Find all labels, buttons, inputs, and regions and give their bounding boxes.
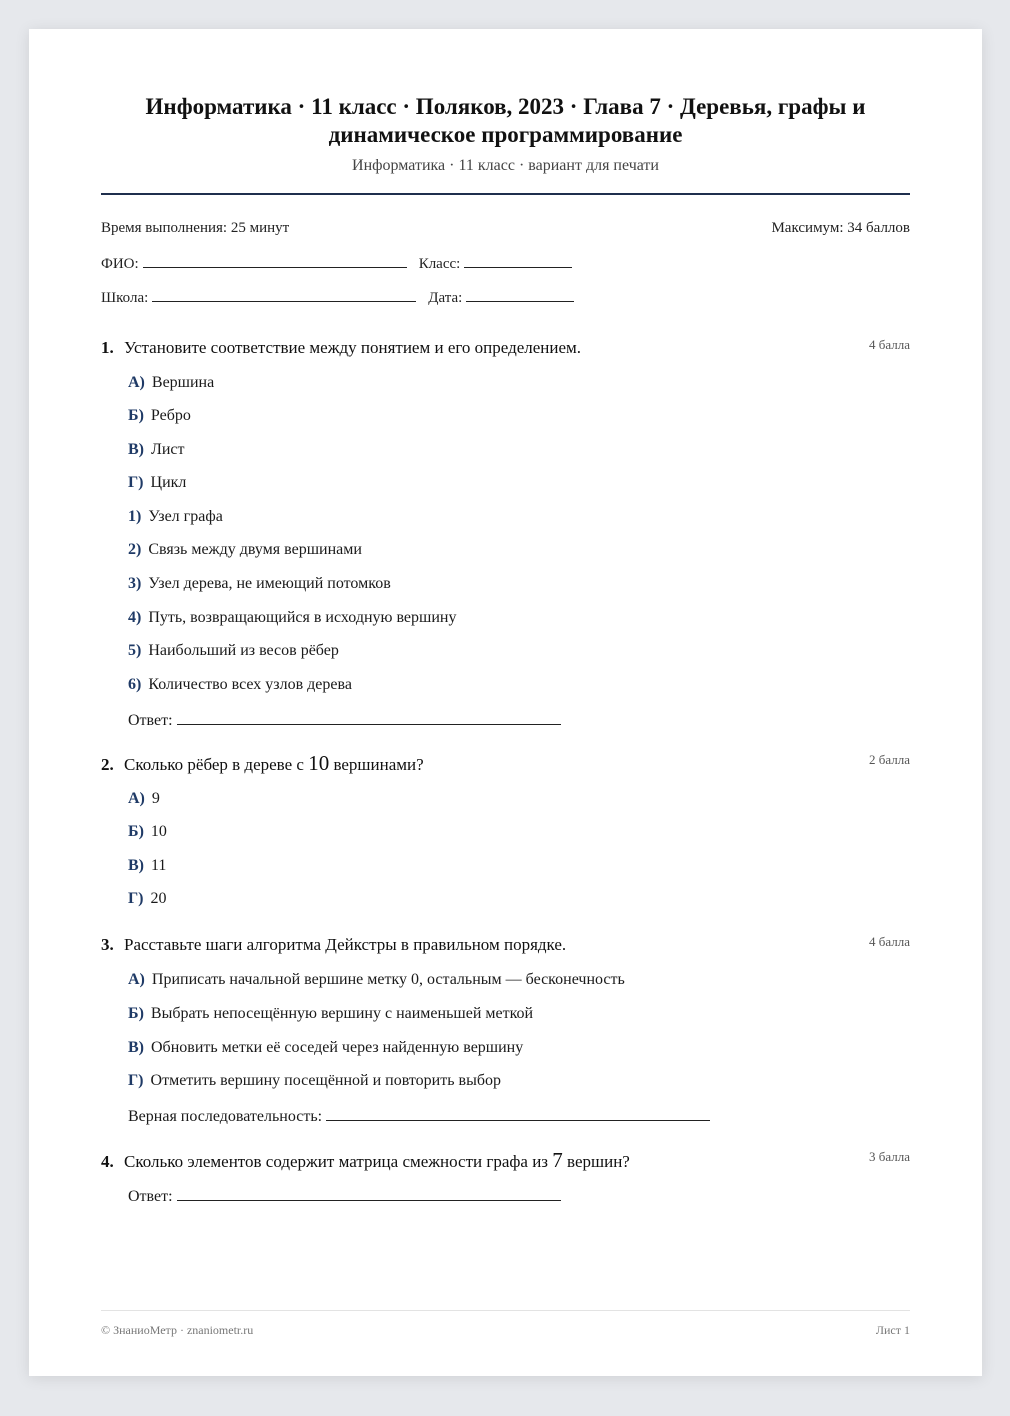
question-number-value: 7 xyxy=(552,1148,563,1172)
option-label: Б) xyxy=(128,1005,144,1022)
answer-row xyxy=(128,710,573,730)
option-item xyxy=(128,407,191,425)
option-item[interactable] xyxy=(128,890,167,908)
question-points: 4 балла xyxy=(869,337,910,352)
option-text: Обновить метки её соседей через найденную вершину xyxy=(151,1039,524,1056)
header-divider xyxy=(101,193,910,195)
fio-field[interactable] xyxy=(143,253,407,268)
option-label: А) xyxy=(128,374,145,391)
question-number-value: 10 xyxy=(308,751,330,775)
question-number: 2. xyxy=(101,755,114,774)
question-text xyxy=(124,751,424,775)
option-text: Выбрать непосещённую вершину с наименьшей меткой xyxy=(150,1005,534,1022)
option-text: Количество всех узлов дерева xyxy=(148,676,352,693)
option-label: А) xyxy=(128,971,145,988)
title-line-1: Информатика · 11 класс · Поляков, 2023 · Глава 7 · Деревья, графы и xyxy=(145,94,866,119)
question-text-part: вершинами? xyxy=(329,755,424,774)
fio-class-row xyxy=(101,253,584,273)
option-text: Лист xyxy=(151,441,185,458)
date-field[interactable] xyxy=(466,287,574,302)
question-4 xyxy=(101,1148,910,1205)
option-text: 11 xyxy=(151,857,167,874)
title-line-2: динамическое программирование xyxy=(328,122,683,147)
option-text: Цикл xyxy=(150,474,187,491)
option-text: Вершина xyxy=(151,374,215,391)
question-points: 2 балла xyxy=(869,752,910,767)
option-item xyxy=(128,971,625,989)
date-label: Дата: xyxy=(428,290,463,306)
option-label: Б) xyxy=(128,407,144,424)
option-item xyxy=(128,508,223,526)
option-item xyxy=(128,642,339,660)
option-item xyxy=(128,374,214,392)
school-label: Школа: xyxy=(101,290,149,306)
class-field[interactable] xyxy=(464,253,572,268)
option-label: Г) xyxy=(128,474,144,491)
question-points: 3 балла xyxy=(869,1149,910,1164)
option-text: Отметить вершину посещённой и повторить выбор xyxy=(150,1072,501,1089)
worksheet-page xyxy=(29,29,982,1376)
sequence-answer-field[interactable] xyxy=(326,1106,710,1121)
question-number: 4. xyxy=(101,1152,114,1171)
option-label: 3) xyxy=(128,575,142,592)
answer-label: Верная последовательность: xyxy=(128,1108,323,1125)
meta-row xyxy=(101,220,910,237)
option-text: Приписать начальной вершине метку 0, остальным — бесконечность xyxy=(151,971,625,988)
question-1 xyxy=(101,337,910,729)
answer-label: Ответ: xyxy=(128,1188,173,1205)
option-text: 10 xyxy=(150,823,167,840)
sequence-answer-row xyxy=(128,1106,722,1126)
answer-row xyxy=(128,1186,573,1206)
option-item[interactable] xyxy=(128,823,167,841)
page-title xyxy=(101,93,910,149)
option-label: В) xyxy=(128,1039,144,1056)
footer-divider xyxy=(101,1310,910,1311)
max-score: Максимум: 34 баллов xyxy=(771,220,910,236)
question-3-header xyxy=(101,934,910,956)
question-text: Установите соответствие между понятием и его определением. xyxy=(124,338,582,357)
option-item[interactable] xyxy=(128,857,166,875)
question-text-part: Сколько рёбер в дереве с xyxy=(124,755,309,774)
school-date-row xyxy=(101,287,586,307)
class-label: Класс: xyxy=(418,256,461,272)
question-1-header xyxy=(101,337,910,359)
question-number: 3. xyxy=(101,935,114,954)
option-item xyxy=(128,1039,523,1057)
question-number: 1. xyxy=(101,338,114,357)
page-footer xyxy=(101,1323,910,1338)
option-item[interactable] xyxy=(128,790,160,808)
question-text: Расставьте шаги алгоритма Дейкстры в правильном порядке. xyxy=(124,935,567,954)
answer-label: Ответ: xyxy=(128,712,173,729)
option-text: Наибольший из весов рёбер xyxy=(148,642,339,659)
question-4-header xyxy=(101,1149,910,1173)
time-limit: Время выполнения: 25 минут xyxy=(101,220,290,236)
option-text: 9 xyxy=(151,790,160,807)
option-item xyxy=(128,575,391,593)
answer-field[interactable] xyxy=(177,1186,561,1201)
option-item xyxy=(128,1005,533,1023)
option-item xyxy=(128,609,456,627)
option-text: 20 xyxy=(150,890,167,907)
page-subtitle: Информатика · 11 класс · вариант для печати xyxy=(352,157,659,174)
option-label: Б) xyxy=(128,823,144,840)
option-label: 1) xyxy=(128,508,142,525)
option-text: Узел графа xyxy=(148,508,223,525)
question-2 xyxy=(101,751,910,907)
option-label: Г) xyxy=(128,1072,144,1089)
question-text-part: вершин? xyxy=(562,1152,630,1171)
option-label: 2) xyxy=(128,541,142,558)
option-label: 5) xyxy=(128,642,142,659)
option-label: В) xyxy=(128,857,144,874)
option-text: Узел дерева, не имеющий потомков xyxy=(148,575,391,592)
fio-label: ФИО: xyxy=(101,256,139,272)
school-field[interactable] xyxy=(152,287,416,302)
option-item xyxy=(128,474,186,492)
option-text: Ребро xyxy=(150,407,191,424)
option-label: А) xyxy=(128,790,145,807)
footer-copyright: © ЗнаниоМетр · znaniometr.ru xyxy=(101,1323,254,1337)
sheet-number: Лист 1 xyxy=(875,1323,910,1337)
question-text xyxy=(124,1148,630,1172)
option-item xyxy=(128,676,352,694)
option-item xyxy=(128,441,185,459)
option-label: Г) xyxy=(128,890,144,907)
question-2-header xyxy=(101,752,910,776)
option-item xyxy=(128,1072,501,1090)
option-item xyxy=(128,541,362,559)
page-content xyxy=(101,29,910,1376)
option-text: Связь между двумя вершинами xyxy=(148,541,362,558)
option-text: Путь, возвращающийся в исходную вершину xyxy=(148,609,457,626)
question-3 xyxy=(101,934,910,1125)
option-label: В) xyxy=(128,441,144,458)
question-points: 4 балла xyxy=(869,934,910,949)
answer-field[interactable] xyxy=(177,710,561,725)
option-label: 6) xyxy=(128,676,142,693)
question-text-part: Сколько элементов содержит матрица смежности графа из xyxy=(124,1152,553,1171)
option-label: 4) xyxy=(128,609,142,626)
